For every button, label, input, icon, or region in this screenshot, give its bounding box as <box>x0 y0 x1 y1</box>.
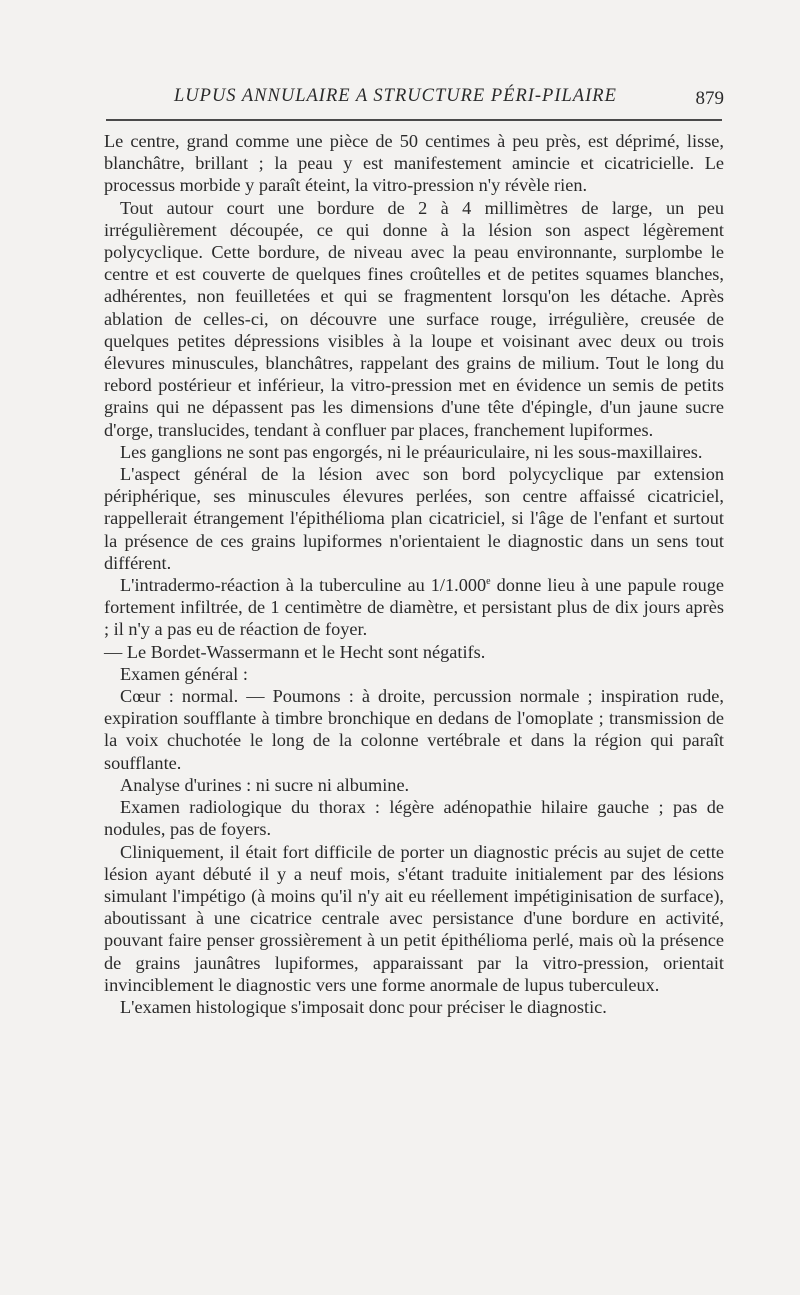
paragraph-intradermo: L'intradermo-réaction à la tuberculine au 1/1.000e donne lieu à une papule rouge fortement infiltrée, de 1 centimètre de diamètre, et persistant plus de dix jours après ; il n'y a pas eu de réaction de foyer. <box>104 575 724 640</box>
paragraph-ganglions: Les ganglions ne sont pas engorgés, ni le préauriculaire, ni les sous-maxillaires. <box>120 441 703 462</box>
body-text <box>104 130 724 1018</box>
paragraph-histologique: L'examen histologique s'imposait donc pour préciser le diagnostic. <box>120 996 607 1017</box>
running-title: LUPUS ANNULAIRE A STRUCTURE PÉRI-PILAIRE <box>174 86 617 106</box>
paragraph-centre: Le centre, grand comme une pièce de 50 centimes à peu près, est déprimé, lisse, blanchâtre, brillant ; la peau y est manifestement amincie et cicatricielle. Le processus morbide y paraît éteint, la vitro-pression n'y révèle rien. <box>104 131 724 196</box>
running-header <box>104 86 724 114</box>
page-number: 879 <box>695 88 724 109</box>
paragraph-bordet: — Le Bordet-Wassermann et le Hecht sont négatifs. <box>104 641 486 662</box>
paragraph-coeur: Cœur : normal. — Poumons : à droite, percussion normale ; inspiration rude, expiration soufflante à timbre bronchique en dedans de l'omoplate ; transmission de la voix chuchotée le long de la colonne vertébrale et dans la région qui paraît soufflante. <box>104 686 724 773</box>
paragraph-cliniquement: Cliniquement, il était fort difficile de porter un diagnostic précis au sujet de cette lésion ayant débuté il y a neuf mois, s'étant traduite initialement par des lésions simulant l'impétigo (à moins qu'il n'y ait eu réellement impétiginisation de surface), aboutissant à une cicatrice centrale avec persistance d'une bordure en activité, pouvant faire penser grossièrement à un petit épithélioma perlé, mais où la présence de grains jaunâtres lupiformes, apparaissant par la vitro-pression, orientait invinciblement le diagnostic vers une forme anormale de lupus tuberculeux. <box>104 841 724 995</box>
paragraph-urines: Analyse d'urines : ni sucre ni albumine. <box>120 774 410 795</box>
paragraph-aspect: L'aspect général de la lésion avec son bord polycyclique par extension périphérique, ses minuscules élevures perlées, son centre affaissé cicatriciel, rappellerait étrangement l'épithélioma plan cicatriciel, si l'âge de l'enfant et surtout la présence de ces grains lupiformes n'orientaient le diagnostic dans un sens tout différent. <box>104 464 724 573</box>
paragraph-radiologique: Examen radiologique du thorax : légère adénopathie hilaire gauche ; pas de nodules, pas de foyers. <box>104 797 724 840</box>
paragraph-bordure: Tout autour court une bordure de 2 à 4 millimètres de large, un peu irrégulièrement découpée, ce qui donne à la lésion son aspect légèrement polycyclique. Cette bordure, de niveau avec la peau environnante, surplombe le centre et est couverte de quelques fines croûtelles et de petites squames blanches, adhérentes, non feuilletées et qui se fragmentent lorsqu'on les détache. Après ablation de celles-ci, on découvre une surface rouge, irrégulière, creusée de quelques petites dépressions visibles à la loupe et voisinant avec deux ou trois élevures minuscules, blanchâtres, rappelant des grains de milium. Tout le long du rebord postérieur et inférieur, la vitro-pression met en évidence un semis de petits grains qui ne dépassent pas les dimensions d'une tête d'épingle, d'un jaune sucre d'orge, translucides, tendant à confluer par places, franchement lupiformes. <box>104 197 724 440</box>
paragraph-examen-general: Examen général : <box>120 663 248 684</box>
header-rule <box>106 119 722 121</box>
